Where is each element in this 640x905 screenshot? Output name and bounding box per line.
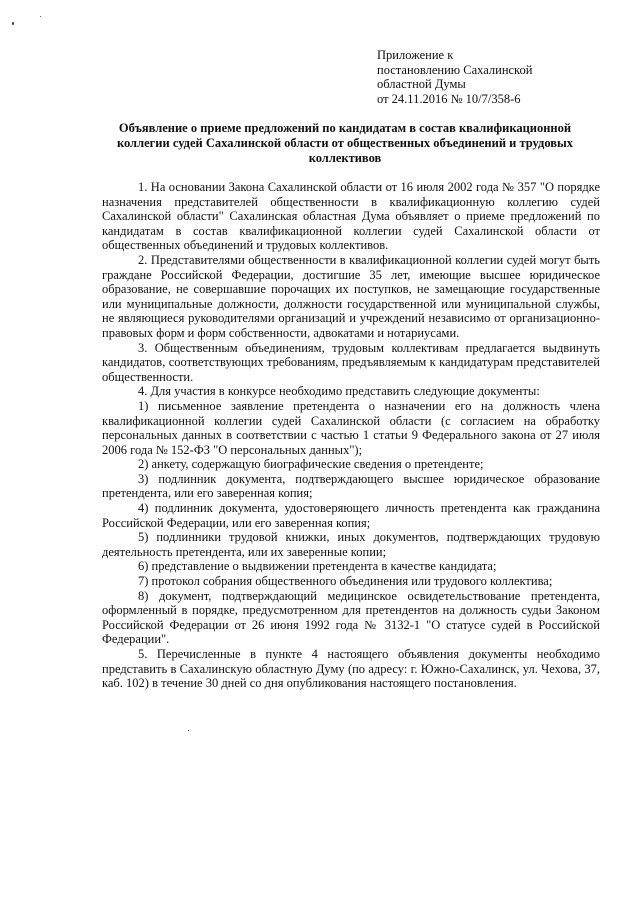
paragraph: 7) протокол собрания общественного объединения или трудового коллектива; [138,574,553,589]
appendix-line: постановлению Сахалинской [377,62,533,77]
paragraph: 1) письменное заявление претендента о назначении его на должность члена квалификационной коллегии судей Сахалинской области (с согласием на обработку персональных данных в соответствии с частью 1 статьи 9 Федерального закона от 27 июля 2006 года № 152-ФЗ "О персональных данных"); [102,398,600,457]
paragraph: 3. Общественным объединениям, трудовым коллективам предлагается выдвинуть кандидатов, соответствующих требованиям, предъявляемым к кандидатурам представителей общественности. [102,340,600,384]
scan-speck [188,730,189,731]
scan-speck [12,22,14,25]
appendix-line: Приложение к [377,48,454,62]
paragraph: 6) представление о выдвижении претендента в качестве кандидата; [138,559,497,574]
paragraph: 1. На основании Закона Сахалинской области от 16 июля 2002 года № 357 "О порядке назначения представителей общественности в квалификационную коллегию судей Сахалинской области" Сахалинская областная Дума объявляет о приеме предложений по кандидатам в состав квалификационной коллегии судей Сахалинской области от общественных объединений и трудовых коллективов. [102,180,600,253]
paragraph: 4) подлинник документа, удостоверяющего личность претендента как гражданина Российской Федерации, или его заверенная копия; [102,501,600,530]
appendix-line: от 24.11.2016 № 10/7/358-6 [377,91,521,106]
paragraph: 5. Перечисленные в пункте 4 настоящего объявления документы необходимо представить в Сахалинскую областную Думу (по адресу: г. Южно-Сахалинск, ул. Чехова, 37, каб. 102) в течение 30 дней со дня опубликования настоящего постановления. [102,647,600,691]
paragraph: 2) анкету, содержащую биографические сведения о претенденте; [138,457,484,472]
appendix-line: областной Думы [377,77,466,91]
paragraph: 4. Для участия в конкурсе необходимо представить следующие документы: [138,384,540,399]
appendix-header [377,48,617,106]
paragraph: 5) подлинники трудовой книжки, иных документов, подтверждающих трудовую деятельность претендента, или их заверенные копии; [102,530,600,559]
paragraph: 8) документ, подтверждающий медицинское освидетельствование претендента, оформленный в порядке, предусмотренном для претендентов на должность судьи Законом Российской Федерации от 26 июня 1992 года № 3132-1 "О статусе судей в Российской Федерации". [102,588,600,647]
document-body [102,180,600,691]
document-title: Объявление о приеме предложений по кандидатам в состав квалификационной коллегии судей Сахалинской области от общественных объединений и трудовых коллективов [116,121,574,165]
scan-speck [40,16,41,17]
paragraph: 3) подлинник документа, подтверждающего высшее юридическое образование претендента, или его заверенная копия; [102,471,600,501]
paragraph: 2. Представителями общественности в квалификационной коллегии судей могут быть граждане Российской Федерации, достигшие 35 лет, имеющие высшее юридическое образование, не совершавшие порочащих их поступков, не замещающие государственные или муниципальные должности, должности государственной или муниципальной службы, не являющиеся руководителями организаций и учреждений независимо от организационно-правовых форм и форм собственности, адвокатами и нотариусами. [102,252,600,340]
